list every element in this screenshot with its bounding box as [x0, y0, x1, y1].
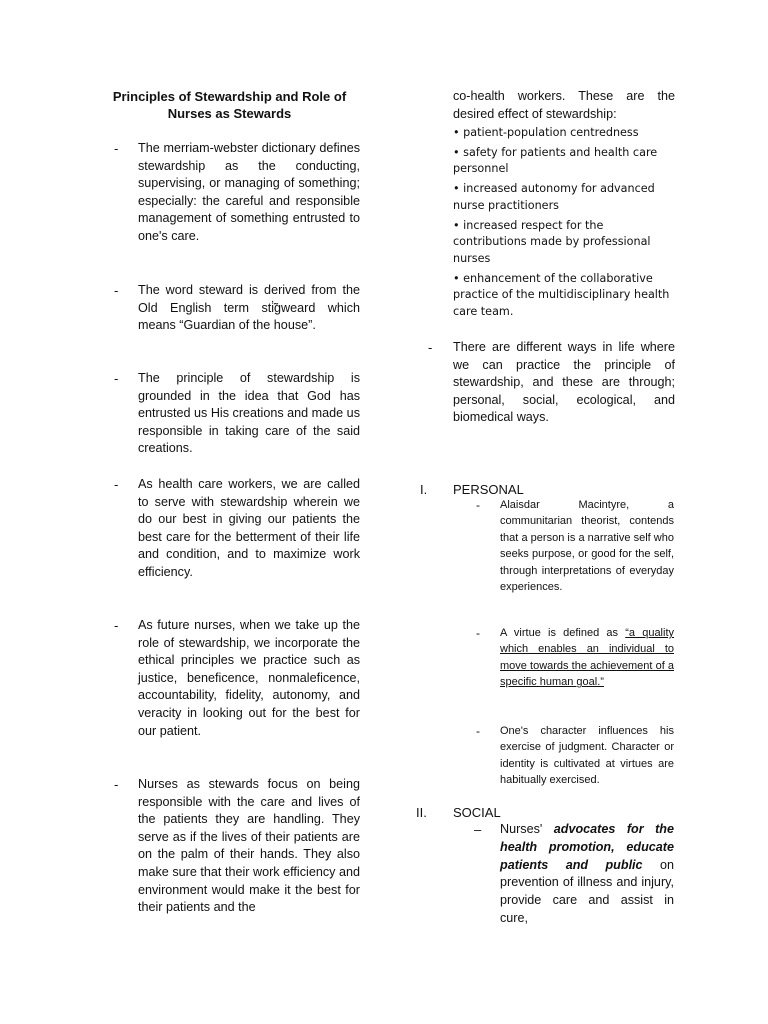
section-number: II.	[416, 805, 427, 820]
bullet-item: • enhancement of the collaborative practice of the multidisciplinary health care team.	[453, 271, 670, 318]
list-dash: -	[114, 477, 119, 492]
bullet-item: • increased autonomy for advanced nurse practitioners	[453, 182, 655, 212]
paragraph: The word steward is derived from the Old English term sti̇̃gweard which means “Guardian of the house”.	[138, 283, 360, 333]
list-dash: –	[474, 822, 482, 837]
bullet-item: • increased respect for the contributions made by professional nurses	[453, 218, 651, 265]
continued-paragraph: co-health workers. These are the desired effect of stewardship:	[453, 89, 675, 121]
list-dash: -	[114, 371, 119, 386]
paragraph: The principle of stewardship is grounded in the idea that God has entrusted us His creations and made us responsible in taking care of the said creations.	[138, 371, 360, 456]
list-dash: -	[476, 724, 480, 738]
list-dash: -	[114, 618, 119, 633]
paragraph: As future nurses, when we take up the role of stewardship, we incorporate the ethical principles we practice such as justice, beneficence, nonmaleficence, accountability, fidelity, autonomy, and veracity in looking out for the best for our patient.	[138, 618, 360, 738]
text-span: on prevention of illness and injury, provide care and assist in cure,	[500, 857, 674, 925]
emphasized-text: advocates for the health promotion, educate patients and public	[500, 822, 675, 872]
list-dash: -	[114, 283, 119, 298]
text-span: A virtue is defined as	[500, 627, 626, 639]
section-number: I.	[420, 482, 428, 497]
paragraph: There are different ways in life where we can practice the principle of stewardship, and these are through; personal, social, ecological, and biomedical ways.	[453, 340, 675, 425]
paragraph: Alaisdar Macintyre, a communitarian theorist, contends that a person is a narrative self who seeks purpose, or good for the self, through interpretations of everyday experiences.	[500, 499, 674, 594]
stewardship-effects-list	[453, 125, 675, 323]
section-heading-social: SOCIAL	[453, 805, 501, 820]
paragraph: The merriam-webster dictionary defines stewardship as the conducting, supervising, or managing of something; especially: the careful and responsible management of something entrusted to one's care.	[138, 141, 360, 243]
list-dash: -	[428, 340, 433, 355]
list-dash: -	[476, 626, 480, 640]
bullet-item: • safety for patients and health care personnel	[453, 145, 658, 176]
social-paragraph	[500, 821, 674, 928]
virtue-definition	[500, 625, 674, 691]
list-dash: -	[114, 777, 119, 792]
text-span: Nurses'	[500, 822, 554, 836]
paragraph: Nurses as stewards focus on being responsible with the care and lives of the patients they are handling. They serve as if the lives of their patients are on the palm of their hands. They also make sure that their work efficiency and environment would make it the best for their patients and the	[138, 777, 360, 915]
list-dash: -	[476, 498, 480, 512]
list-dash: -	[114, 141, 119, 156]
bullet-item: • patient-population centredness	[453, 126, 639, 139]
paragraph: As health care workers, we are called to serve with stewardship wherein we do our best in giving our patients the best care for the betterment of their life and condition, and to maximize work efficiency.	[138, 477, 360, 579]
underlined-quote: “a quality which enables an individual to move towards the achievement of a specific human goal.”	[500, 627, 675, 689]
section-heading-personal: PERSONAL	[453, 482, 524, 497]
document-title: Principles of Stewardship and Role of Nurses as Stewards	[112, 89, 347, 121]
paragraph: One's character influences his exercise of judgment. Character or identity is cultivated at virtues are habitually exercised.	[500, 725, 674, 787]
